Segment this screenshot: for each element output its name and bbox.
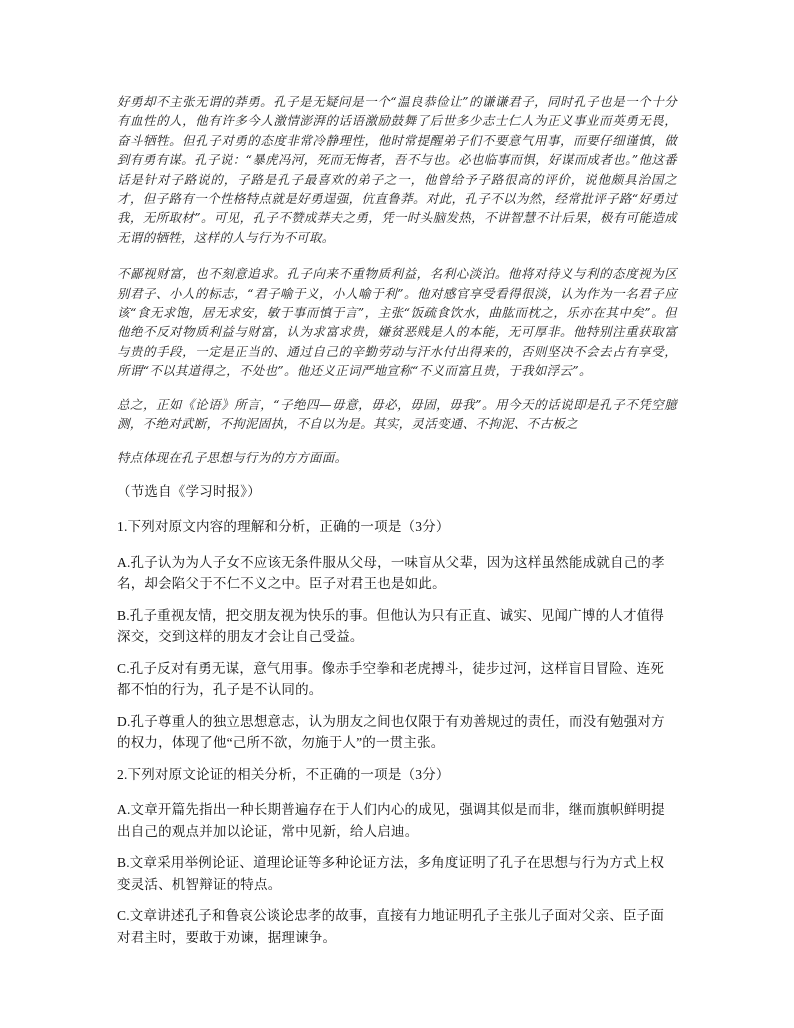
answer-option: D.孔子尊重人的独立思想意志，认为朋友之间也仅限于有劝善规过的责任，而没有勉强对方的权力，体现了他“己所不欲，勿施于人”的一贯主张。 xyxy=(117,713,665,751)
answer-option: A.文章开篇先指出一种长期普遍存在于人们内心的成见，强调其似是而非，继而旗帜鲜明提出自己的观点并加以论证，常中见新，给人启迪。 xyxy=(117,802,665,839)
answer-option: C.孔子反对有勇无谋，意气用事。像赤手空拳和老虎搏斗，徒步过河，这样盲目冒险、连死都不怕的行为，孔子是不认同的。 xyxy=(117,660,665,698)
passage-paragraph: 特点体现在孔子思想与行为的方方面面。 xyxy=(117,449,348,465)
passage-paragraph: 好勇却不主张无谓的莽勇。孔子是无疑问是一个“温良恭俭让”的谦谦君子，同时孔子也是一个十分有血性的人，他有许多今人激情澎湃的话语激励鼓舞了后世多少志士仁人为正义事业而英勇无畏，奋斗牺牲。但孔子对勇的态度非常冷静理性，他时常提醒弟子们不要意气用事，而要仔细谨慎，做到有勇有谋。孔子说：“暴虎冯河，死而无悔者，吾不与也。必也临事而惧，好谋而成者也。”他这番话是针对子路说的，子路是孔子最喜欢的弟子之一，他曾给予子路很高的评价，说他颇具治国之才，但子路有一个性格特点就是好勇逞强，伉直鲁莽。对此，孔子不以为然，经常批评子路“好勇过我，无所取材”。可见，孔子不赞成莽夫之勇，凭一时头脑发热，不讲智慧不计后果，极有可能造成无谓的牺牲，这样的人与行为不可取。 xyxy=(117,94,677,245)
document-content xyxy=(117,92,677,958)
question-block xyxy=(117,516,677,754)
answer-option: B.文章采用举例论证、道理论证等多种论证方法，多角度证明了孔子在思想与行为方式上权变灵活、机智辩证的特点。 xyxy=(117,855,665,892)
answer-option: C.文章讲述孔子和鲁哀公谈论忠孝的故事，直接有力地证明孔子主张儿子面对父亲、臣子面对君主时，要敢于劝谏，据理谏争。 xyxy=(117,908,665,945)
question-block xyxy=(117,764,677,949)
source-note: （节选自《学习时报》） xyxy=(117,483,261,499)
passage-paragraph: 总之，正如《论语》所言，“子绝四—毋意，毋必，毋固，毋我”。用今天的话说即是孔子不凭空臆测，不绝对武断，不拘泥固执，不自以为是。其实，灵活变通、不拘泥、不古板之 xyxy=(117,396,677,432)
question-stem: 1.下列对原文内容的理解和分析，正确的一项是（3分） xyxy=(117,519,450,535)
answer-option: A.孔子认为为人子女不应该无条件服从父母，一味盲从父辈，因为这样虽然能成就自己的孝名，却会陷父于不仁不义之中。臣子对君王也是如此。 xyxy=(117,554,665,592)
question-stem: 2.下列对原文论证的相关分析，不正确的一项是（3分） xyxy=(117,766,450,782)
answer-option: B.孔子重视友情，把交朋友视为快乐的事。但他认为只有正直、诚实、见闻广博的人才值得深交，交到这样的朋友才会让自己受益。 xyxy=(117,607,665,645)
passage-paragraph: 不鄙视财富，也不刻意追求。孔子向来不重物质利益，名利心淡泊。他将对待义与利的态度视为区别君子、小人的标志，“君子喻于义，小人喻于利”。他对感官享受看得很淡，认为作为一名君子应该“食无求饱，居无求安，敏于事而慎于言”，主张“饭疏食饮水，曲肱而枕之，乐亦在其中矣”。但他绝不反对物质利益与财富，认为求富求贵，嫌贫恶贱是人的本能，无可厚非。他特别注重获取富与贵的手段，一定是正当的、通过自己的辛勤劳动与汗水付出得来的，否则坚决不会去占有享受，所谓“不以其道得之，不处也”。他还义正词严地宣称“不义而富且贵，于我如浮云”。 xyxy=(117,266,677,379)
